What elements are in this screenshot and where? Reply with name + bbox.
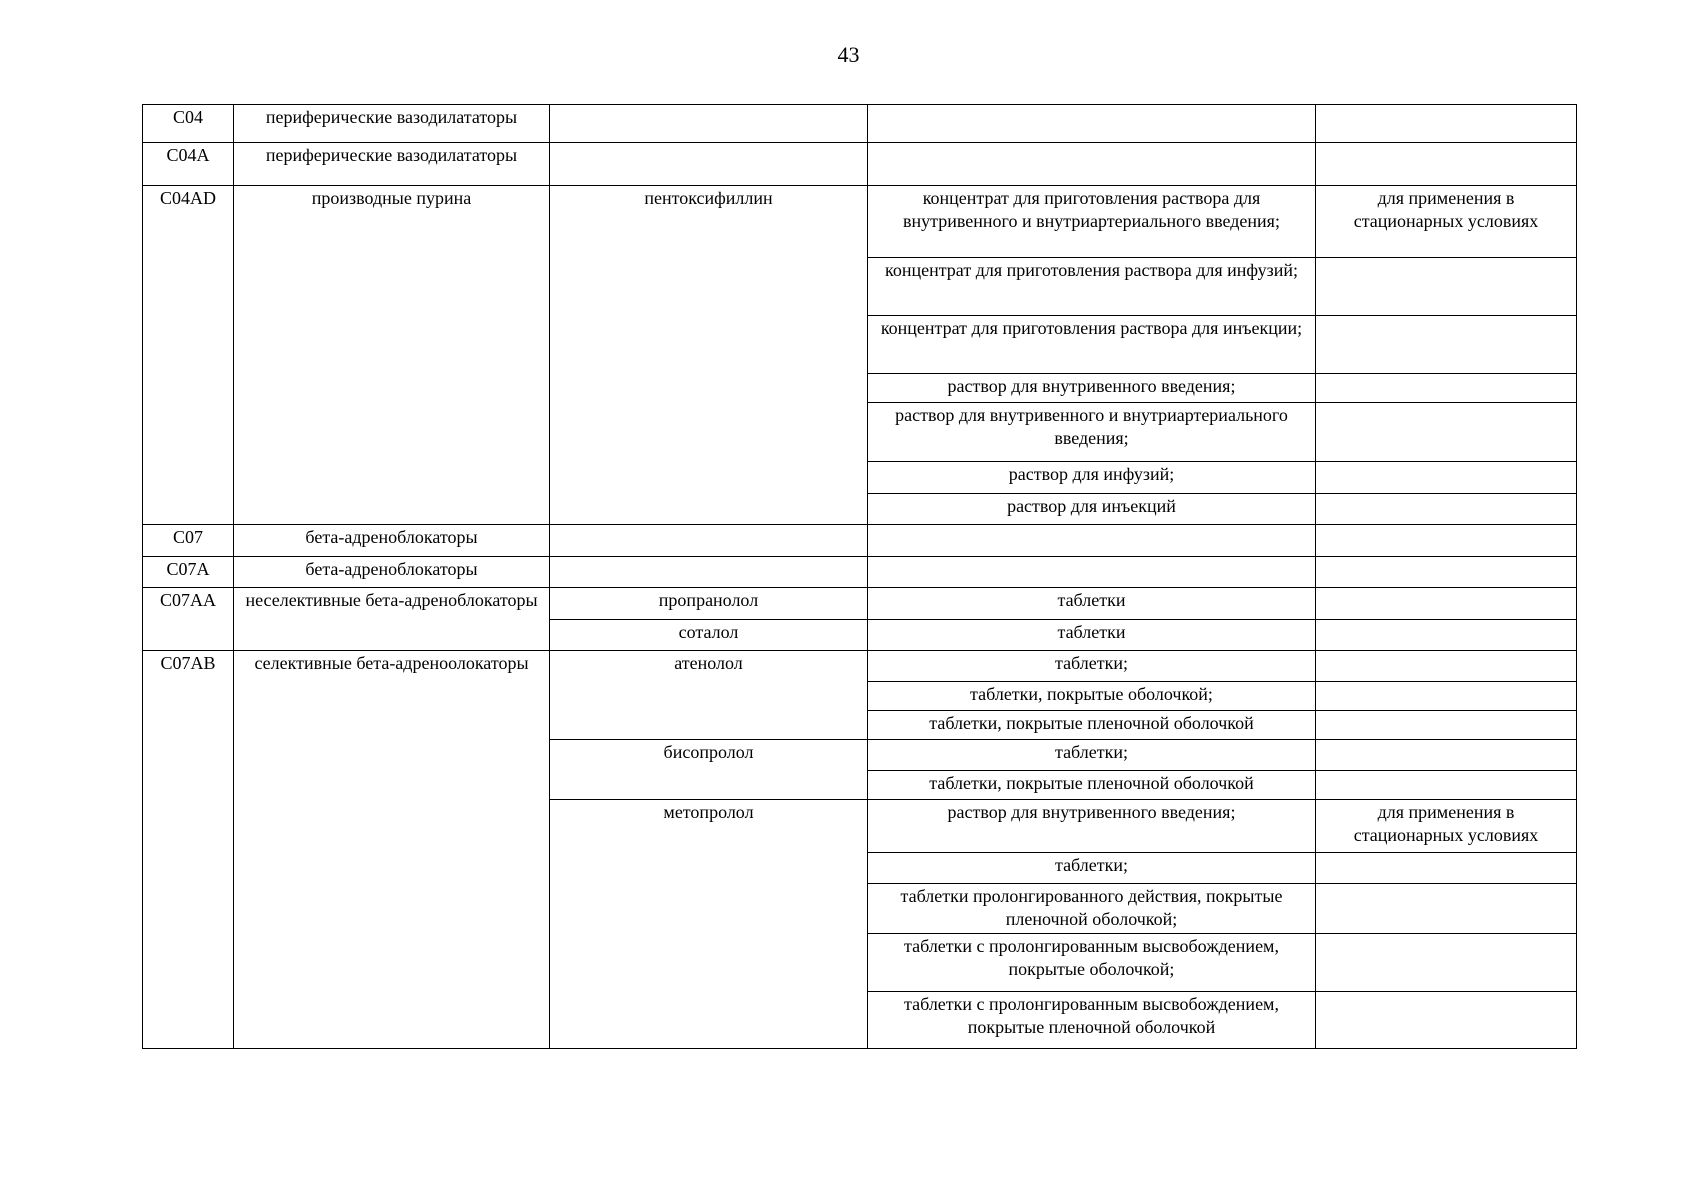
atc-group: периферические вазодилататоры bbox=[234, 105, 550, 143]
dosage-form: раствор для инфузий; bbox=[868, 462, 1316, 494]
note-cell bbox=[1316, 105, 1577, 143]
atc-group: бета-адреноблокаторы bbox=[234, 557, 550, 588]
dosage-form: таблетки пролонгированного действия, покрытые пленочной оболочкой; bbox=[868, 884, 1316, 934]
drug-name: пентоксифиллин bbox=[550, 186, 868, 525]
note-cell bbox=[1316, 374, 1577, 403]
dosage-form: раствор для внутривенного и внутриартериального введения; bbox=[868, 403, 1316, 462]
dosage-form: раствор для внутривенного введения; bbox=[868, 800, 1316, 853]
atc-group: периферические вазодилататоры bbox=[234, 143, 550, 186]
dosage-form: концентрат для приготовления раствора для внутривенного и внутриартериального введения; bbox=[868, 186, 1316, 258]
note-cell bbox=[1316, 711, 1577, 740]
drug-cell bbox=[550, 557, 868, 588]
drug-cell bbox=[550, 525, 868, 557]
form-cell bbox=[868, 105, 1316, 143]
note-cell bbox=[1316, 651, 1577, 682]
table-row bbox=[143, 588, 1577, 620]
note-cell bbox=[1316, 494, 1577, 525]
drug-name: атенолол bbox=[550, 651, 868, 740]
note-cell bbox=[1316, 620, 1577, 651]
note-cell bbox=[1316, 992, 1577, 1049]
note-cell bbox=[1316, 771, 1577, 800]
drug-name: соталол bbox=[550, 620, 868, 651]
dosage-form: таблетки, покрытые пленочной оболочкой bbox=[868, 771, 1316, 800]
table-row bbox=[143, 651, 1577, 682]
dosage-form: концентрат для приготовления раствора для инъекции; bbox=[868, 316, 1316, 374]
dosage-form: таблетки; bbox=[868, 651, 1316, 682]
note-cell bbox=[1316, 934, 1577, 992]
dosage-form: таблетки с пролонгированным высвобождением, покрытые оболочкой; bbox=[868, 934, 1316, 992]
note-cell bbox=[1316, 557, 1577, 588]
atc-code: C07A bbox=[143, 557, 234, 588]
atc-code: C04A bbox=[143, 143, 234, 186]
drug-name: метопролол bbox=[550, 800, 868, 1049]
note-cell bbox=[1316, 682, 1577, 711]
dosage-form: таблетки bbox=[868, 588, 1316, 620]
note-cell bbox=[1316, 403, 1577, 462]
atc-group: производные пурина bbox=[234, 186, 550, 525]
dosage-form: таблетки, покрытые пленочной оболочкой bbox=[868, 711, 1316, 740]
atc-code: C07AB bbox=[143, 651, 234, 1049]
note-cell bbox=[1316, 740, 1577, 771]
atc-group: неселективные бета-адреноблокаторы bbox=[234, 588, 550, 651]
note-cell bbox=[1316, 316, 1577, 374]
atc-code: C04AD bbox=[143, 186, 234, 525]
atc-code: C07AA bbox=[143, 588, 234, 651]
atc-code: C07 bbox=[143, 525, 234, 557]
table-row bbox=[143, 557, 1577, 588]
note-cell bbox=[1316, 143, 1577, 186]
drug-name: бисопролол bbox=[550, 740, 868, 800]
usage-note: для применения в стационарных условиях bbox=[1316, 800, 1577, 853]
dosage-form: таблетки с пролонгированным высвобождением, покрытые пленочной оболочкой bbox=[868, 992, 1316, 1049]
dosage-form: таблетки bbox=[868, 620, 1316, 651]
dosage-form: таблетки, покрытые оболочкой; bbox=[868, 682, 1316, 711]
note-cell bbox=[1316, 884, 1577, 934]
note-cell bbox=[1316, 853, 1577, 884]
note-cell bbox=[1316, 588, 1577, 620]
note-cell bbox=[1316, 258, 1577, 316]
note-cell bbox=[1316, 462, 1577, 494]
form-cell bbox=[868, 143, 1316, 186]
dosage-form: раствор для внутривенного введения; bbox=[868, 374, 1316, 403]
atc-code: C04 bbox=[143, 105, 234, 143]
table-row bbox=[143, 105, 1577, 143]
drug-cell bbox=[550, 105, 868, 143]
form-cell bbox=[868, 557, 1316, 588]
drug-table bbox=[142, 104, 1577, 1049]
usage-note: для применения в стационарных условиях bbox=[1316, 186, 1577, 258]
table-row bbox=[143, 186, 1577, 258]
dosage-form: раствор для инъекций bbox=[868, 494, 1316, 525]
page-number: 43 bbox=[837, 42, 860, 67]
table-row bbox=[143, 525, 1577, 557]
dosage-form: концентрат для приготовления раствора для инфузий; bbox=[868, 258, 1316, 316]
drug-cell bbox=[550, 143, 868, 186]
drug-name: пропранолол bbox=[550, 588, 868, 620]
atc-group: бета-адреноблокаторы bbox=[234, 525, 550, 557]
atc-group: селективные бета-адреноолокаторы bbox=[234, 651, 550, 1049]
table-row bbox=[143, 143, 1577, 186]
dosage-form: таблетки; bbox=[868, 740, 1316, 771]
form-cell bbox=[868, 525, 1316, 557]
dosage-form: таблетки; bbox=[868, 853, 1316, 884]
note-cell bbox=[1316, 525, 1577, 557]
